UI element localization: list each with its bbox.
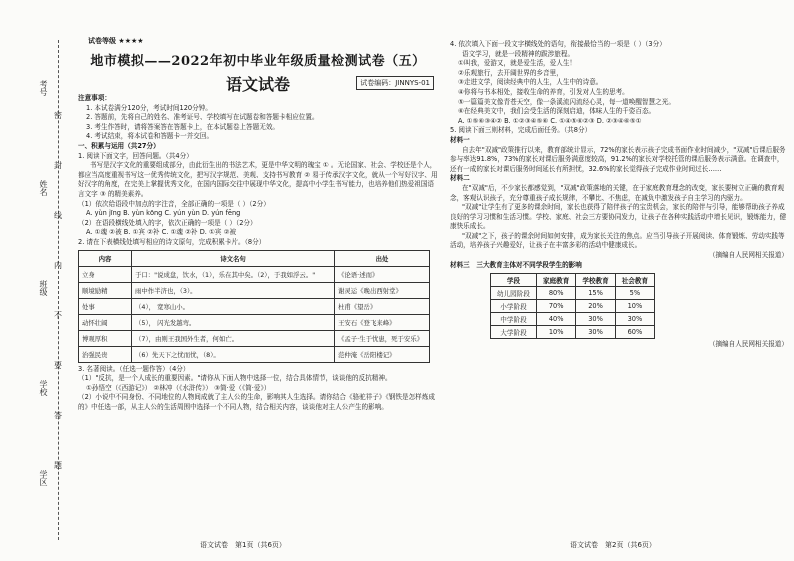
question-4-items <box>450 59 788 117</box>
field-class: 班级 <box>39 280 48 296</box>
stats-cell: 70% <box>536 300 575 313</box>
poem-cell: 雨中作半济也，（3）。 <box>132 282 335 298</box>
poem-cell: 《孟子·生于忧患，死于安乐》 <box>335 330 430 346</box>
seal-char: 线 <box>54 211 62 220</box>
question-1-1-options: A. yùn jīng B. yùn kōng C. yún yùn D. yún fēng <box>86 209 241 218</box>
notice-list <box>78 104 438 142</box>
list-item: ①叫我，爱游又，就是爱生活，爱人生！ <box>458 59 577 68</box>
material-2-title: 材料二 <box>450 174 470 183</box>
table-row <box>491 300 655 313</box>
question-1-2-options: A. ①魂 ②被 B. ①宾 ②补 C. ①魂 ②补 D. ①宾 ②被 <box>86 228 237 237</box>
table-row <box>79 298 430 314</box>
field-exam-no: 考号 <box>39 80 48 96</box>
seal-char: 要 <box>54 361 62 370</box>
table-row <box>491 287 655 300</box>
table-row <box>79 330 430 346</box>
paper-code: 试卷编码：JINNYS-01 <box>356 76 434 90</box>
stats-header: 社会教育 <box>615 274 654 287</box>
material-2-source: （摘编自人民网相关报道） <box>708 251 788 260</box>
table-row <box>79 314 430 330</box>
stats-cell: 小学阶段 <box>491 300 537 313</box>
poem-cell: 王安石《登飞来峰》 <box>335 314 430 330</box>
notice-item: 2. 答题前，先将自己的姓名、准考证号、学校填写在试题卷和答题卡相应位置。 <box>86 113 319 122</box>
stats-cell: 10% <box>615 300 654 313</box>
stats-cell: 30% <box>576 313 615 326</box>
poem-cell: 博观厚积 <box>79 330 132 346</box>
field-district: 学区 <box>39 470 48 486</box>
poem-cell: 处事 <box>79 298 132 314</box>
seal-char: 答 <box>54 411 62 420</box>
stats-cell: 30% <box>615 313 654 326</box>
seal-char: 密 <box>54 111 62 120</box>
stats-cell: 大学阶段 <box>491 326 537 339</box>
stats-cell: 20% <box>576 300 615 313</box>
stats-cell: 80% <box>536 287 575 300</box>
poem-cell: 杜甫《望岳》 <box>335 298 430 314</box>
page-footer-right: 语文试卷 第2页（共6页） <box>570 541 656 549</box>
poem-cell: 谢灵运《晚出西射堂》 <box>335 282 430 298</box>
list-item: ⑥在经典美文中，我们会受生活的深刻启迪，体味人生的千姿百态。 <box>458 107 656 116</box>
question-3-1: （1）"反抗，是一个人成长的重要因素。"请你从下面人物中选择一位，结合具体情节，谈谈他的反抗精神。 <box>78 374 392 383</box>
notice-title: 注意事项： <box>78 94 111 102</box>
material-2-para: 在"双减"后，不少家长都感觉到，"双减"政策落地的关键，在于家庭教育理念的改变，家长要树立正确的教育观念，客观认识孩子，充分尊重孩子成长规律，不攀比、不焦虑，在减负中激发孩子自主学习的内驱力。 <box>450 183 785 202</box>
stats-header: 学段 <box>491 274 537 287</box>
list-item: ③走进文学，阅读经典中的人生，人生中的诗意。 <box>458 78 603 87</box>
stats-cell: 40% <box>536 313 575 326</box>
binding-margin <box>0 0 70 561</box>
list-item: ②乐观旅行，去开阔世界的乡音里， <box>458 68 563 77</box>
notice-item: 1. 本试卷满分120分，考试时间120分钟。 <box>86 103 212 112</box>
stats-table <box>490 273 655 339</box>
table-row <box>79 266 430 282</box>
field-name: 姓名 <box>39 180 48 196</box>
question-5: 5. 阅读下面三则材料，完成后面任务。（共8分） <box>450 126 592 135</box>
table-row <box>79 282 430 298</box>
table-row <box>491 313 655 326</box>
stats-cell: 30% <box>576 326 615 339</box>
question-3-2: （2）小说中不同身份、不同地位的人物间成就了主人公的生命，影响其人生选择。请你结合《骆驼祥子》《钢铁是怎样炼成的》中任选一部，从主人公的生活周围中选择一个不同人物，结合相关内容，谈谈他对主人公产生的影响。 <box>78 393 435 411</box>
stats-header: 学校教育 <box>576 274 615 287</box>
question-1-passage: 书写是汉字文化的重要组成部分，由此衍生出的书法艺术，更是中华文明的瑰宝 ① 。无论国家、社会、学校还是个人，都应当高度重视书写这一优秀传统文化，把写汉字规范、美观、支持书写教育 ② 易于传承汉字文化，就从一个写好汉字、用好汉字的角度，在完美上掌握优秀文化，在国内国际交往中展现中华文化，提高中小学生书写能力，也培养他们热爱祖国语言文字 ③ 的精美素养。 <box>78 161 438 198</box>
seal-char: 题 <box>54 461 62 470</box>
seal-char: 不 <box>54 311 62 320</box>
exam-rating: 试卷等级 ★★★★ <box>88 37 144 45</box>
question-4-options: A. ①⑤⑥③④② B. ①②③④⑤⑥ C. ①④⑤⑥②③ D. ②③④⑥⑤① <box>458 116 642 125</box>
material-1-text: 自去年"双减"政策推行以来，教育部统计显示，72%的家长表示孩子完成书面作业时间减少，"双减"后课后服务参与率达91.8%，73%的家长对课后服务满意度较高，91.2%的家长对学校托管的课后服务表示满意。在调查中，还有一成的家长对课后服务时间延长有所担忧，32.6%的家长觉得孩子完成作业时间过长…… <box>450 145 786 173</box>
list-item: ⑤一篇篇美文像青苍天空，像一条溪流闪流经心灵，每一道唤醒智慧之光。 <box>458 97 675 106</box>
question-1-1: （1）依次给语段中加点的字注音，全部正确的一项是（ ）（2分） <box>78 199 270 208</box>
stats-cell: 10% <box>536 326 575 339</box>
stats-cell: 5% <box>615 287 654 300</box>
question-3-1-options: ①孙悟空（《西游记》） ②林冲（《水浒传》） ③简·爱（《简·爱》） <box>86 383 271 392</box>
seal-char: 封 <box>54 161 62 170</box>
poem-header: 诗文名句 <box>132 250 335 266</box>
question-2: 2. 请在下表横线处填写相应的诗文原句，完成积累卡片。（8分） <box>78 237 266 246</box>
field-school: 学校 <box>39 380 48 396</box>
stats-header: 家庭教育 <box>536 274 575 287</box>
left-column <box>78 36 438 412</box>
poem-cell: （4）， 宽寒山小。 <box>132 298 335 314</box>
poem-cell: （7），由则王我国外生者，何如亡。 <box>132 330 335 346</box>
list-item: ④你将与书本相处，接收生命的养育，引发对人生的思考。 <box>458 87 629 96</box>
poem-cell: 治强民贵 <box>79 346 132 362</box>
poem-cell: 于口："说成盘，饮水，（1），乐在其中矣。（2），于我如浮云。" <box>132 266 335 282</box>
stats-cell: 幼儿园阶段 <box>491 287 537 300</box>
question-4-lead: 语文学习，就是一段精神的跋涉旅程。 <box>462 49 575 58</box>
section-heading: 一、积累与运用（共27分） <box>78 141 160 150</box>
stats-cell: 15% <box>576 287 615 300</box>
material-3-title: 材料三 三大教育主体对不同学段学生的影响 <box>450 260 582 269</box>
question-1-2: （2）在语段横线处填入的字，依次正确的一项是（ ）（2分） <box>78 218 257 227</box>
poem-cell: 立身 <box>79 266 132 282</box>
subject-title-row <box>78 72 438 94</box>
stats-cell: 60% <box>615 326 654 339</box>
poem-cell: 《论语·述而》 <box>335 266 430 282</box>
poem-cell: 动怀壮阔 <box>79 314 132 330</box>
poem-cell: （5）， 闪光发越弯。 <box>132 314 335 330</box>
stats-cell: 中学阶段 <box>491 313 537 326</box>
subject-title: 语文试卷 <box>225 75 290 94</box>
poem-table <box>78 250 430 363</box>
material-1-title: 材料一 <box>450 135 470 144</box>
notice-item: 4. 考试结束，将本试卷和答题卡一并交回。 <box>86 132 214 141</box>
right-column <box>450 40 788 350</box>
table-row <box>79 346 430 362</box>
question-3: 3. 名著阅读。（任选一题作答）（4分） <box>78 364 190 373</box>
poem-cell: 范仲淹《岳阳楼记》 <box>335 346 430 362</box>
question-4: 4. 依次填入下面一段文字横线处的语句，衔接最恰当的一项是（ ）（3分） <box>450 40 666 48</box>
page-footer-left: 语文试卷 第1页（共6页） <box>200 541 286 549</box>
material-2-para: "双减"之下，孩子的课余时间如何安排，成为家长关注的焦点。应当引导孩子开展阅读、体育锻炼、劳动实践等活动，培养孩子兴趣爱好，让孩子在丰富多彩的活动中健康成长。 <box>450 231 785 250</box>
poem-header: 出处 <box>335 250 430 266</box>
table-row <box>491 326 655 339</box>
material-3-source: （摘编自人民网相关报道） <box>708 340 788 349</box>
poem-header: 内容 <box>79 250 132 266</box>
notice-item: 3. 考生作答时，请将答案答在答题卡上，在本试题卷上答题无效。 <box>86 122 280 131</box>
seal-char: 内 <box>54 261 62 270</box>
poem-cell: （6）先天下之忧而忧，（8）。 <box>132 346 335 362</box>
question-1: 1. 阅读下面文字，回答问题。（共4分） <box>78 151 193 160</box>
poem-cell: 顺境励精 <box>79 282 132 298</box>
exam-title: 地市模拟——2022年初中毕业年级质量检测试卷（五） <box>90 54 426 69</box>
material-2-para: "双减"让学生有了更多的课余时间，家长也获得了陪伴孩子的宝贵机会，家长的陪伴与引导，能够帮助孩子养成良好的学习习惯和生活习惯。学校、家庭、社会三方要协同发力，让孩子在各种实践活动中增长见识，锻炼能力，健康快乐成长。 <box>450 203 787 231</box>
